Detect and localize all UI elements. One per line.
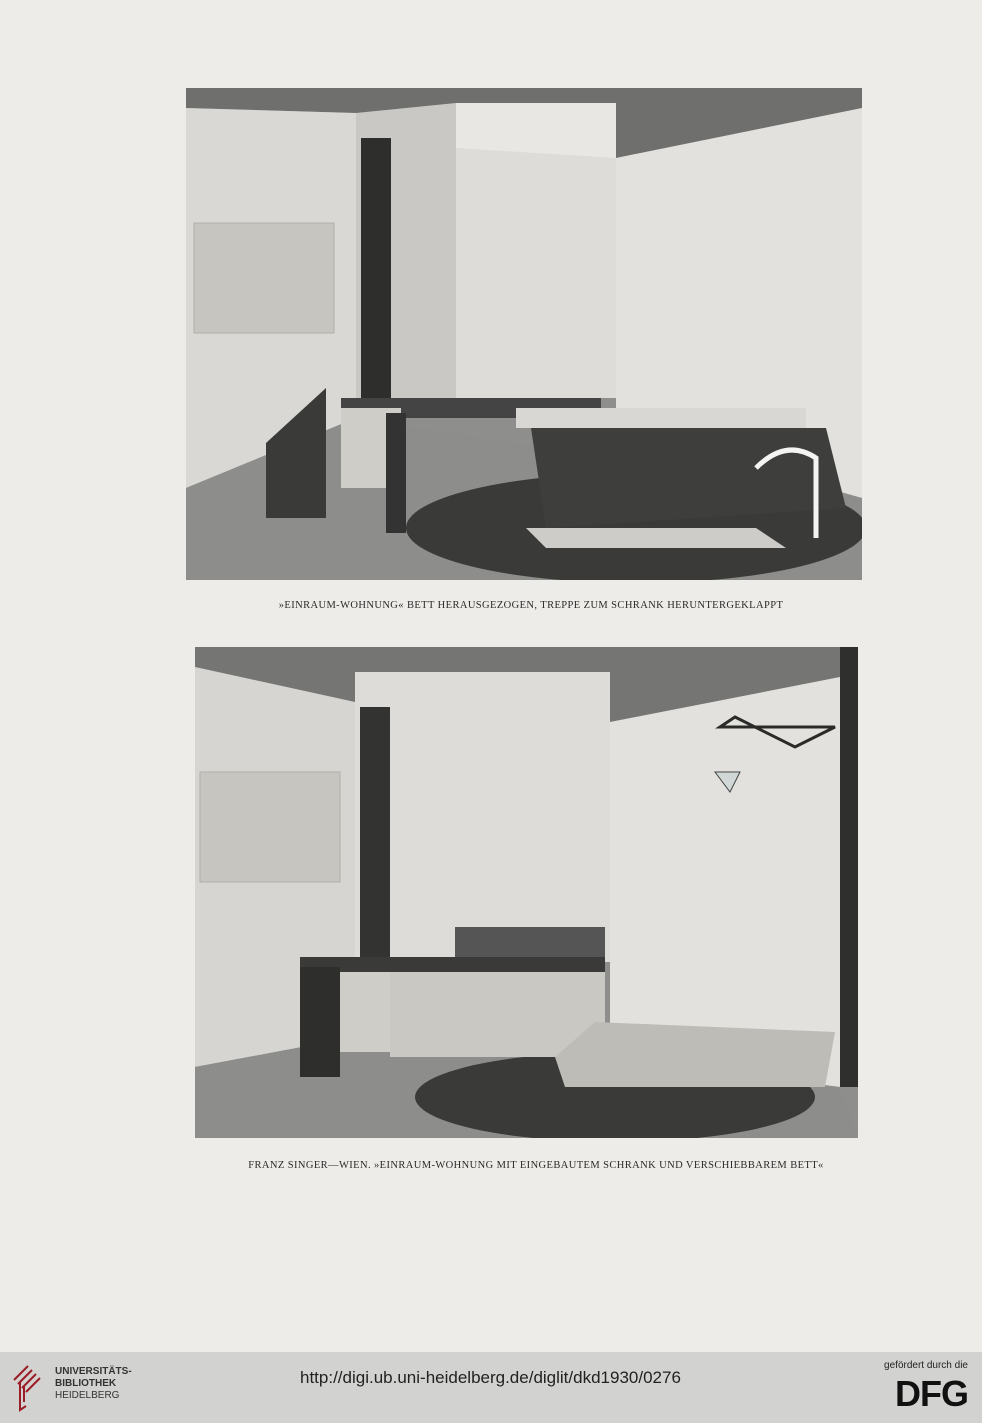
library-line-1: UNIVERSITÄTS- [55,1366,132,1377]
library-line-3: HEIDELBERG [55,1390,120,1401]
dfg-logo: DFG [895,1373,968,1414]
library-line-2: BIBLIOTHEK [55,1378,117,1389]
funding-text: gefördert durch die [884,1360,968,1371]
caption-bottom-photo: FRANZ SINGER—WIEN. »EINRAUM-WOHNUNG MIT EINGEBAUTEM SCHRANK UND VERSCHIEBBAREM BETT« [248,1160,824,1171]
caption-top-photo: »EINRAUM-WOHNUNG« BETT HERAUSGEZOGEN, TREPPE ZUM SCHRANK HERUNTERGEKLAPPT [278,600,784,611]
digitization-footer [0,1352,982,1423]
photo-room-bed-pushed-in [195,647,858,1138]
university-library-logo-icon [10,1362,42,1414]
photo-room-bed-pulled-out [186,88,862,580]
permalink-url[interactable]: http://digi.ub.uni-heidelberg.de/diglit/dkd1930/0276 [300,1368,681,1387]
university-library-name [55,1366,132,1402]
